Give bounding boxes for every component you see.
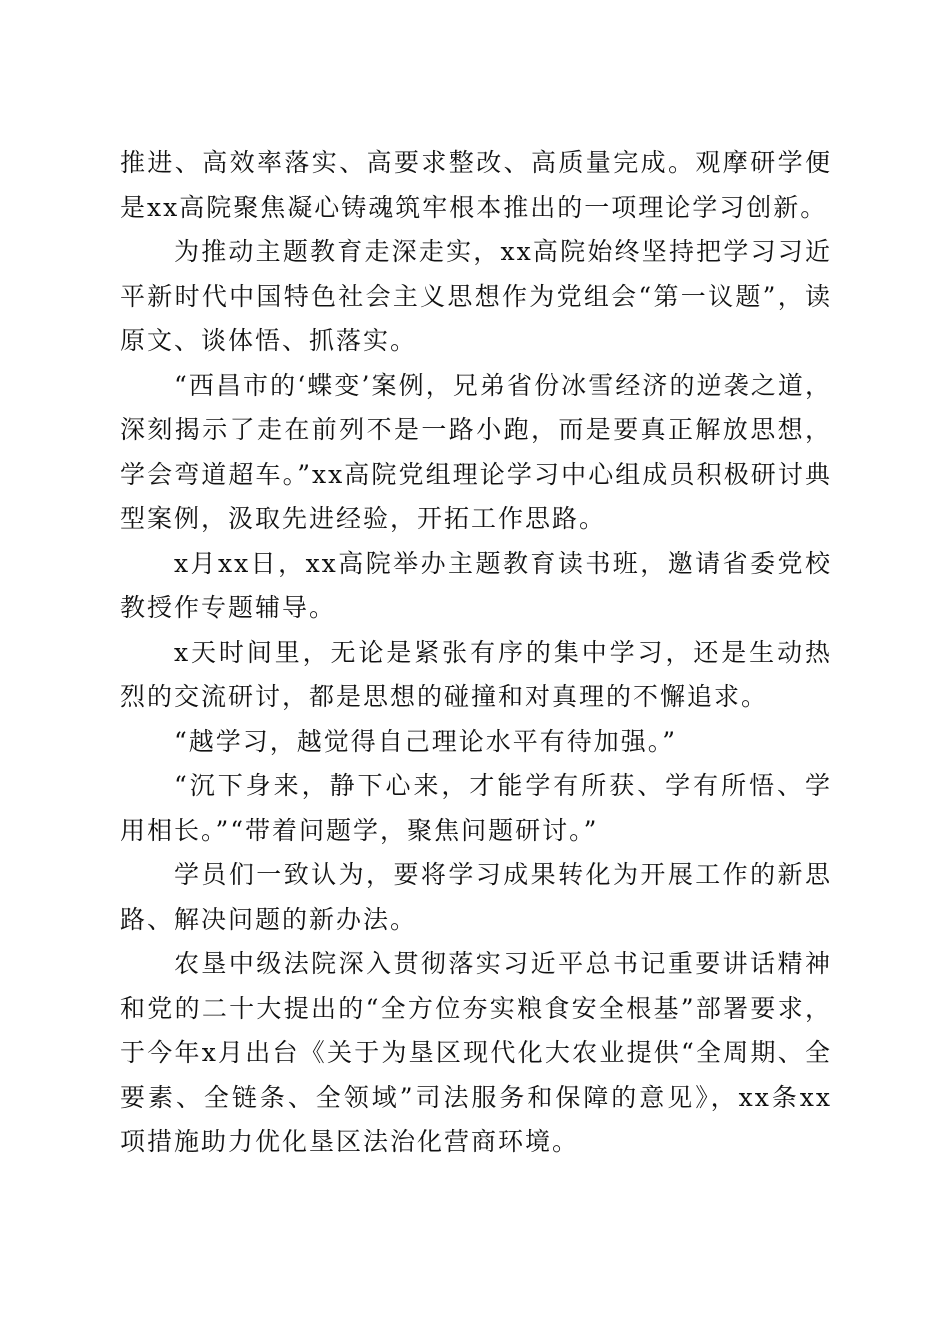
paragraph: “西昌市的‘蝶变’案例，兄弟省份冰雪经济的逆袭之道，深刻揭示了走在前列不是一路小跑，而是要真正解放思想，学会弯道超车。”xx高院党组理论学习中心组成员积极研讨典型案例，汲取先进经验，开拓工作思路。: [120, 370, 832, 533]
paragraph: “越学习，越觉得自己理论水平有待加强。”: [174, 726, 678, 756]
paragraph: 为推动主题教育走深走实，xx高院始终坚持把学习习近平新时代中国特色社会主义思想作为党组会“第一议题”，读原文、谈体悟、抓落实。: [120, 237, 832, 355]
paragraph: “沉下身来，静下心来，才能学有所获、学有所悟、学用相长。”“带着问题学，聚焦问题研讨。”: [120, 771, 832, 845]
paragraph: x月xx日，xx高院举办主题教育读书班，邀请省委党校教授作专题辅导。: [120, 548, 832, 622]
paragraph: 农垦中级法院深入贯彻落实习近平总书记重要讲话精神和党的二十大提出的“全方位夯实粮食安全根基”部署要求，于今年x月出台《关于为垦区现代化大农业提供“全周期、全要素、全链条、全领域”司法服务和保障的意见》，xx条xx项措施助力优化垦区法治化营商环境。: [120, 949, 832, 1156]
paragraph: 学员们一致认为，要将学习成果转化为开展工作的新思路、解决问题的新办法。: [120, 860, 832, 934]
paragraph-continuation: 推进、高效率落实、高要求整改、高质量完成。观摩研学便是xx高院聚焦凝心铸魂筑牢根本推出的一项理论学习创新。: [120, 148, 832, 222]
document-body: [120, 141, 832, 1165]
paragraph: x天时间里，无论是紧张有序的集中学习，还是生动热烈的交流研讨，都是思想的碰撞和对真理的不懈追求。: [120, 637, 832, 711]
